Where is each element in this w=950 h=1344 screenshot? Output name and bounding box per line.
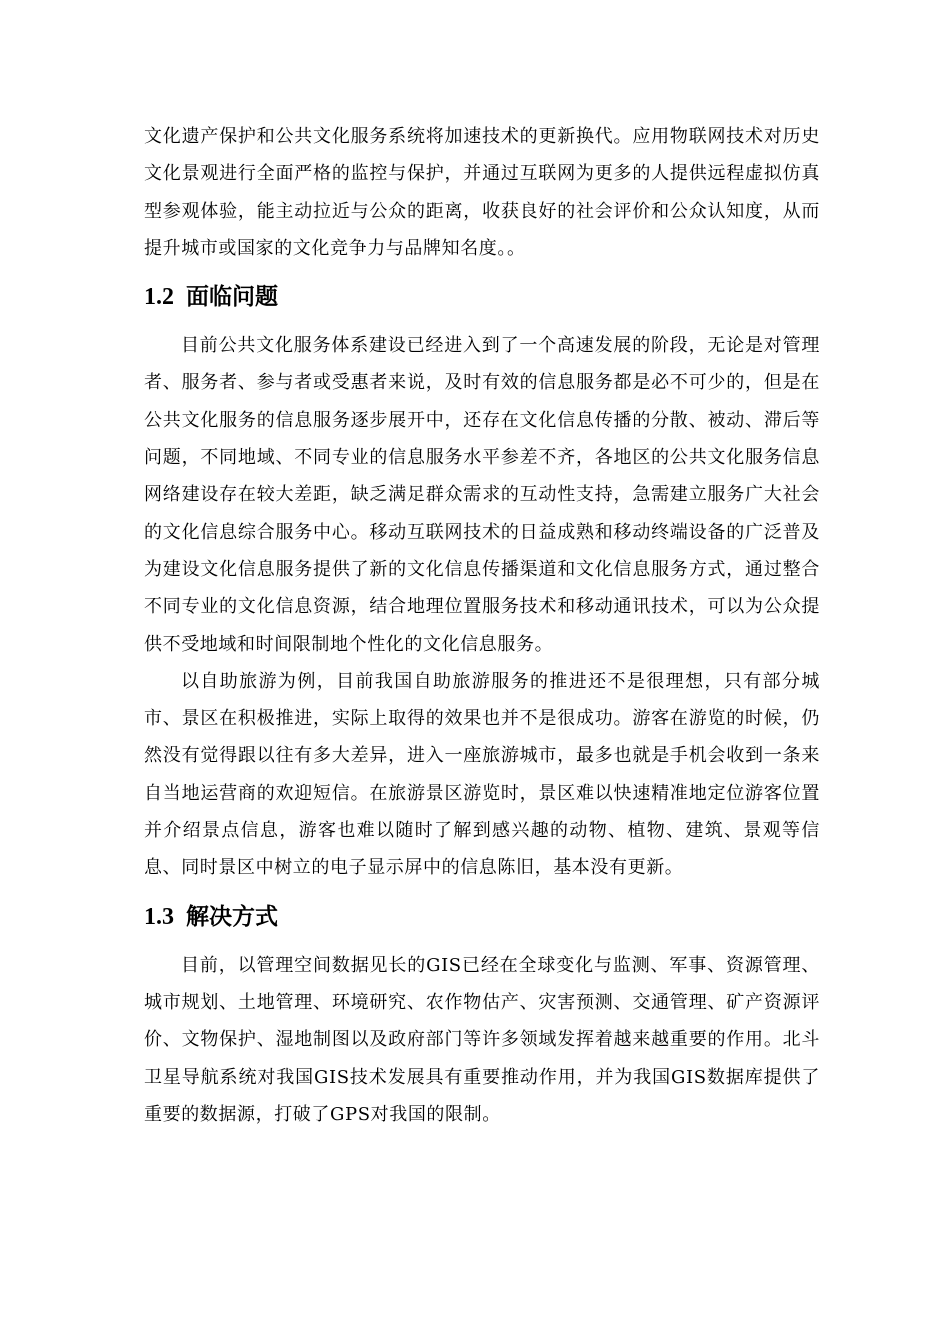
paragraph-self-service-tourism: 以自助旅游为例，目前我国自助旅游服务的推进还不是很理想，只有部分城市、景区在积极推进，实际上取得的效果也并不是很成功。游客在游览的时候，仍然没有觉得跟以往有多大差异，进入一座旅游城市，最多也就是手机会收到一条来自当地运营商的欢迎短信。在旅游景区游览时，景区难以快速精准地定位游客位置并介绍景点信息，游客也难以随时了解到感兴趣的动物、植物、建筑、景观等信息、同时景区中树立的电子显示屏中的信息陈旧，基本没有更新。 [144, 670, 820, 879]
section-heading-1-3 [144, 897, 950, 937]
section-title: 解决方式 [186, 903, 278, 930]
paragraph-gis-solution: 目前，以管理空间数据见长的GIS已经在全球变化与监测、军事、资源管理、城市规划、土地管理、环境研究、农作物估产、灾害预测、交通管理、矿产资源评价、文物保护、湿地制图以及政府部门等许多领域发挥着越来越重要的作用。北斗卫星导航系统对我国GIS技术发展具有重要推动作用，并为我国GIS数据库提供了重要的数据源，打破了GPS对我国的限制。 [144, 954, 820, 1125]
section-number: 1.2 [144, 284, 174, 311]
section-title: 面临问题 [186, 284, 278, 311]
paragraph-cultural-heritage: 文化遗产保护和公共文化服务系统将加速技术的更新换代。应用物联网技术对历史文化景观进行全面严格的监控与保护，并通过互联网为更多的人提供远程虚拟仿真型参观体验，能主动拉近与公众的距离，收获良好的社会评价和公众认知度，从而提升城市或国家的文化竞争力与品牌知名度。。 [144, 126, 820, 259]
section-number: 1.3 [144, 903, 174, 930]
section-heading-1-2 [144, 277, 950, 317]
paragraph-public-culture-service: 目前公共文化服务体系建设已经进入到了一个高速发展的阶段，无论是对管理者、服务者、参与者或受惠者来说，及时有效的信息服务都是必不可少的，但是在公共文化服务的信息服务逐步展开中，还存在文化信息传播的分散、被动、滞后等问题，不同地域、不同专业的信息服务水平参差不齐，各地区的公共文化服务信息网络建设存在较大差距，缺乏满足群众需求的互动性支持，急需建立服务广大社会的文化信息综合服务中心。移动互联网技术的日益成熟和移动终端设备的广泛普及为建设文化信息服务提供了新的文化信息传播渠道和文化信息服务方式，通过整合不同专业的文化信息资源，结合地理位置服务技术和移动通讯技术，可以为公众提供不受地域和时间限制地个性化的文化信息服务。 [144, 335, 820, 655]
